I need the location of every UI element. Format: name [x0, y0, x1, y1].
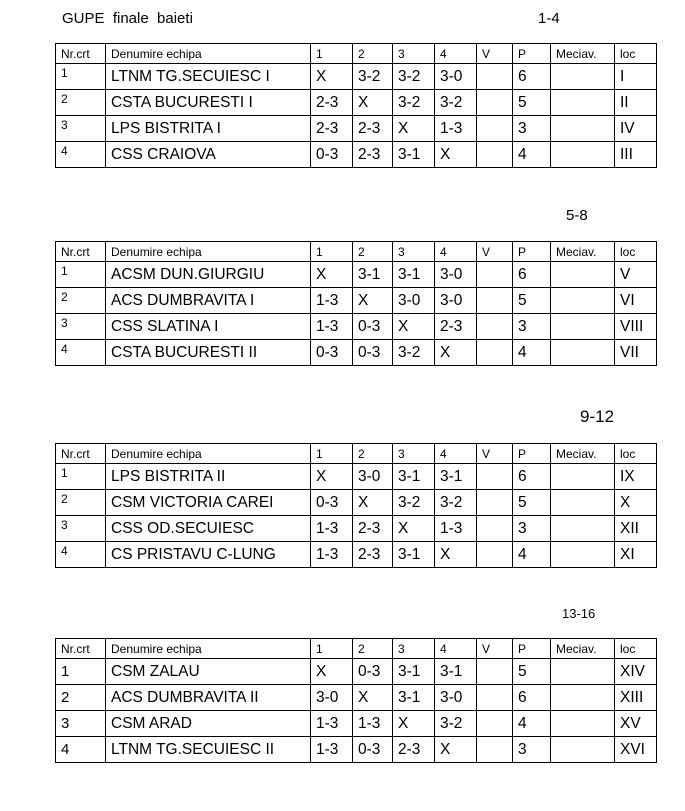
table-row [56, 90, 657, 116]
cell-match-3: X [393, 711, 435, 737]
cell-meciav [551, 116, 615, 142]
cell-loc: XV [615, 711, 657, 737]
header-match-3: 3 [393, 242, 435, 262]
cell-match-2: 3-1 [353, 262, 393, 288]
header-v: V [477, 444, 513, 464]
cell-team-name: CSTA BUCURESTI I [106, 90, 311, 116]
header-p: P [513, 639, 551, 659]
cell-match-1: 1-3 [311, 542, 353, 568]
cell-match-3: 3-2 [393, 490, 435, 516]
header-match-1: 1 [311, 242, 353, 262]
cell-v [477, 659, 513, 685]
cell-p: 3 [513, 516, 551, 542]
cell-nr-crt: 3 [56, 516, 106, 542]
cell-team-name: ACS DUMBRAVITA I [106, 288, 311, 314]
cell-meciav [551, 90, 615, 116]
cell-match-4: 3-2 [435, 490, 477, 516]
group-table-9-12 [55, 443, 657, 568]
cell-p: 6 [513, 262, 551, 288]
cell-meciav [551, 659, 615, 685]
group-label-13-16: 13-16 [562, 606, 596, 621]
cell-match-4: 3-0 [435, 262, 477, 288]
cell-team-name: CSS OD.SECUIESC [106, 516, 311, 542]
table-row [56, 262, 657, 288]
header-v: V [477, 242, 513, 262]
cell-p: 5 [513, 659, 551, 685]
cell-match-4: 1-3 [435, 116, 477, 142]
cell-match-1: 2-3 [311, 116, 353, 142]
cell-v [477, 90, 513, 116]
cell-match-2: X [353, 490, 393, 516]
cell-match-2: 3-2 [353, 64, 393, 90]
cell-nr-crt: 4 [56, 542, 106, 568]
cell-match-4: 2-3 [435, 314, 477, 340]
cell-match-4: 3-0 [435, 64, 477, 90]
header-match-3: 3 [393, 444, 435, 464]
header-match-4: 4 [435, 444, 477, 464]
cell-team-name: LPS BISTRITA II [106, 464, 311, 490]
table-row [56, 340, 657, 366]
cell-loc: X [615, 490, 657, 516]
table-row [56, 64, 657, 90]
cell-nr-crt: 4 [56, 737, 106, 763]
cell-loc: XIII [615, 685, 657, 711]
group-label-9-12: 9-12 [580, 407, 615, 426]
cell-team-name: CSS SLATINA I [106, 314, 311, 340]
group-label-1-4: 1-4 [538, 10, 560, 27]
cell-match-1: 1-3 [311, 288, 353, 314]
header-nr-crt: Nr.crt [56, 242, 106, 262]
header-loc: loc [615, 639, 657, 659]
cell-match-1: X [311, 659, 353, 685]
cell-v [477, 64, 513, 90]
cell-v [477, 516, 513, 542]
cell-team-name: CSS CRAIOVA [106, 142, 311, 168]
cell-nr-crt: 3 [56, 711, 106, 737]
header-match-4: 4 [435, 639, 477, 659]
header-row [56, 444, 657, 464]
cell-v [477, 685, 513, 711]
cell-match-1: 2-3 [311, 90, 353, 116]
cell-match-2: X [353, 288, 393, 314]
cell-match-3: 3-1 [393, 542, 435, 568]
cell-match-2: 2-3 [353, 542, 393, 568]
cell-nr-crt: 4 [56, 340, 106, 366]
group-label-5-8: 5-8 [566, 207, 588, 224]
cell-team-name: CSM ARAD [106, 711, 311, 737]
cell-match-1: 0-3 [311, 142, 353, 168]
cell-p: 5 [513, 490, 551, 516]
cell-match-2: 2-3 [353, 116, 393, 142]
cell-p: 4 [513, 542, 551, 568]
cell-loc: VIII [615, 314, 657, 340]
header-team-name: Denumire echipa [106, 44, 311, 64]
cell-match-2: 2-3 [353, 516, 393, 542]
cell-loc: IV [615, 116, 657, 142]
cell-team-name: LPS BISTRITA I [106, 116, 311, 142]
header-row [56, 44, 657, 64]
header-match-1: 1 [311, 44, 353, 64]
cell-match-2: 1-3 [353, 711, 393, 737]
cell-v [477, 288, 513, 314]
cell-match-1: 1-3 [311, 737, 353, 763]
header-meciav: Meciav. [551, 44, 615, 64]
header-match-2: 2 [353, 242, 393, 262]
cell-loc: I [615, 64, 657, 90]
cell-match-4: 3-2 [435, 90, 477, 116]
cell-loc: XII [615, 516, 657, 542]
cell-match-3: 3-1 [393, 142, 435, 168]
cell-meciav [551, 737, 615, 763]
cell-match-1: 0-3 [311, 340, 353, 366]
cell-match-1: 1-3 [311, 314, 353, 340]
cell-match-4: 3-1 [435, 659, 477, 685]
cell-v [477, 142, 513, 168]
cell-v [477, 490, 513, 516]
cell-nr-crt: 2 [56, 288, 106, 314]
cell-nr-crt: 1 [56, 64, 106, 90]
cell-match-3: 3-2 [393, 90, 435, 116]
cell-nr-crt: 3 [56, 314, 106, 340]
header-match-4: 4 [435, 44, 477, 64]
cell-v [477, 116, 513, 142]
cell-match-1: X [311, 262, 353, 288]
cell-meciav [551, 142, 615, 168]
table-row [56, 737, 657, 763]
group-table-5-8 [55, 241, 657, 366]
cell-match-3: X [393, 314, 435, 340]
cell-meciav [551, 685, 615, 711]
cell-meciav [551, 314, 615, 340]
cell-match-1: X [311, 464, 353, 490]
table-row [56, 116, 657, 142]
cell-match-4: 3-0 [435, 685, 477, 711]
cell-match-1: 0-3 [311, 490, 353, 516]
cell-match-3: 3-1 [393, 262, 435, 288]
header-loc: loc [615, 44, 657, 64]
cell-team-name: CSM ZALAU [106, 659, 311, 685]
cell-team-name: CSTA BUCURESTI II [106, 340, 311, 366]
cell-loc: XVI [615, 737, 657, 763]
cell-p: 4 [513, 340, 551, 366]
header-p: P [513, 242, 551, 262]
header-team-name: Denumire echipa [106, 444, 311, 464]
group-table-1-4 [55, 43, 657, 168]
cell-v [477, 711, 513, 737]
cell-match-3: 3-0 [393, 288, 435, 314]
header-match-3: 3 [393, 44, 435, 64]
table-row [56, 542, 657, 568]
cell-match-3: X [393, 116, 435, 142]
cell-match-1: X [311, 64, 353, 90]
cell-loc: XIV [615, 659, 657, 685]
cell-match-4: 3-2 [435, 711, 477, 737]
cell-v [477, 464, 513, 490]
cell-match-4: X [435, 737, 477, 763]
cell-loc: V [615, 262, 657, 288]
cell-match-2: 0-3 [353, 737, 393, 763]
table-row [56, 685, 657, 711]
cell-p: 3 [513, 116, 551, 142]
cell-match-4: X [435, 340, 477, 366]
header-v: V [477, 639, 513, 659]
cell-match-2: 2-3 [353, 142, 393, 168]
header-p: P [513, 444, 551, 464]
cell-loc: II [615, 90, 657, 116]
cell-nr-crt: 2 [56, 490, 106, 516]
header-match-1: 1 [311, 639, 353, 659]
cell-match-3: 2-3 [393, 737, 435, 763]
cell-match-2: 0-3 [353, 340, 393, 366]
header-loc: loc [615, 444, 657, 464]
cell-team-name: LTNM TG.SECUIESC II [106, 737, 311, 763]
header-nr-crt: Nr.crt [56, 44, 106, 64]
header-team-name: Denumire echipa [106, 639, 311, 659]
header-match-4: 4 [435, 242, 477, 262]
table-row [56, 314, 657, 340]
cell-meciav [551, 711, 615, 737]
header-row [56, 242, 657, 262]
cell-v [477, 737, 513, 763]
cell-meciav [551, 490, 615, 516]
cell-meciav [551, 262, 615, 288]
cell-p: 6 [513, 464, 551, 490]
table-row [56, 659, 657, 685]
cell-v [477, 314, 513, 340]
header-row [56, 639, 657, 659]
cell-v [477, 542, 513, 568]
cell-nr-crt: 4 [56, 142, 106, 168]
cell-meciav [551, 288, 615, 314]
cell-match-3: X [393, 516, 435, 542]
header-match-1: 1 [311, 444, 353, 464]
cell-p: 4 [513, 711, 551, 737]
cell-nr-crt: 3 [56, 116, 106, 142]
cell-nr-crt: 2 [56, 90, 106, 116]
header-nr-crt: Nr.crt [56, 444, 106, 464]
cell-loc: IX [615, 464, 657, 490]
cell-p: 6 [513, 685, 551, 711]
cell-match-4: 3-0 [435, 288, 477, 314]
cell-match-3: 3-2 [393, 64, 435, 90]
cell-meciav [551, 516, 615, 542]
cell-p: 6 [513, 64, 551, 90]
cell-match-2: 0-3 [353, 314, 393, 340]
header-meciav: Meciav. [551, 444, 615, 464]
cell-match-4: X [435, 542, 477, 568]
header-team-name: Denumire echipa [106, 242, 311, 262]
cell-p: 5 [513, 90, 551, 116]
header-match-3: 3 [393, 639, 435, 659]
cell-loc: III [615, 142, 657, 168]
cell-p: 3 [513, 737, 551, 763]
cell-team-name: ACS DUMBRAVITA II [106, 685, 311, 711]
cell-team-name: CSM VICTORIA CAREI [106, 490, 311, 516]
table-row [56, 490, 657, 516]
cell-match-2: X [353, 90, 393, 116]
cell-loc: VII [615, 340, 657, 366]
cell-match-3: 3-1 [393, 685, 435, 711]
document-title: GUPE finale baieti [62, 10, 193, 27]
cell-nr-crt: 2 [56, 685, 106, 711]
cell-match-3: 3-1 [393, 659, 435, 685]
cell-nr-crt: 1 [56, 262, 106, 288]
table-row [56, 711, 657, 737]
cell-v [477, 340, 513, 366]
cell-nr-crt: 1 [56, 659, 106, 685]
cell-team-name: CS PRISTAVU C-LUNG [106, 542, 311, 568]
cell-meciav [551, 340, 615, 366]
cell-nr-crt: 1 [56, 464, 106, 490]
cell-match-1: 1-3 [311, 711, 353, 737]
cell-match-1: 3-0 [311, 685, 353, 711]
cell-match-2: 3-0 [353, 464, 393, 490]
cell-match-4: 1-3 [435, 516, 477, 542]
header-meciav: Meciav. [551, 639, 615, 659]
header-match-2: 2 [353, 444, 393, 464]
cell-loc: XI [615, 542, 657, 568]
header-nr-crt: Nr.crt [56, 639, 106, 659]
table-row [56, 516, 657, 542]
header-p: P [513, 44, 551, 64]
cell-match-3: 3-1 [393, 464, 435, 490]
cell-match-4: 3-1 [435, 464, 477, 490]
header-match-2: 2 [353, 44, 393, 64]
cell-team-name: LTNM TG.SECUIESC I [106, 64, 311, 90]
header-v: V [477, 44, 513, 64]
cell-match-1: 1-3 [311, 516, 353, 542]
header-loc: loc [615, 242, 657, 262]
cell-team-name: ACSM DUN.GIURGIU [106, 262, 311, 288]
group-table-13-16 [55, 638, 657, 763]
header-match-2: 2 [353, 639, 393, 659]
table-row [56, 288, 657, 314]
table-row [56, 142, 657, 168]
cell-match-2: X [353, 685, 393, 711]
cell-meciav [551, 542, 615, 568]
cell-p: 5 [513, 288, 551, 314]
header-meciav: Meciav. [551, 242, 615, 262]
cell-match-4: X [435, 142, 477, 168]
cell-p: 4 [513, 142, 551, 168]
cell-meciav [551, 64, 615, 90]
table-row [56, 464, 657, 490]
cell-v [477, 262, 513, 288]
cell-loc: VI [615, 288, 657, 314]
cell-meciav [551, 464, 615, 490]
cell-match-3: 3-2 [393, 340, 435, 366]
cell-p: 3 [513, 314, 551, 340]
cell-match-2: 0-3 [353, 659, 393, 685]
